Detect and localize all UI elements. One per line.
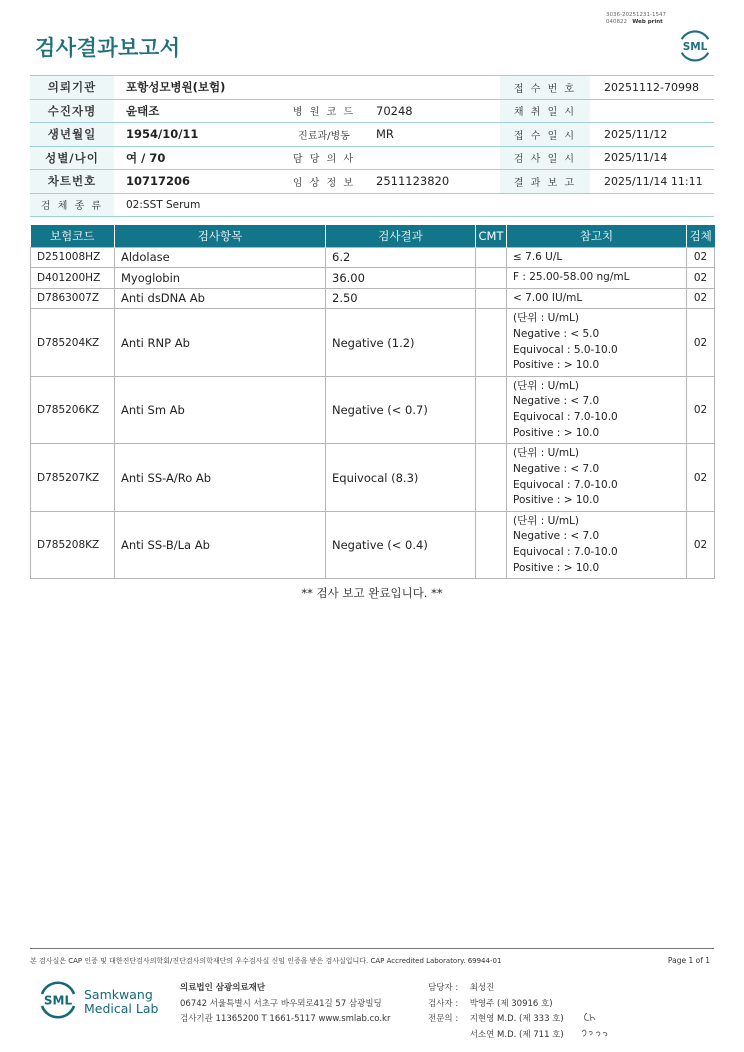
test-result: Negative (< 0.7) <box>326 376 476 444</box>
test-result: 2.50 <box>326 288 476 309</box>
cmt-cell <box>476 268 507 289</box>
birth-label: 생년월일 <box>30 123 114 147</box>
ref-line: (단위 : U/mL) <box>513 514 579 527</box>
table-row <box>31 268 715 289</box>
logo-text: SML <box>43 993 73 1008</box>
ref-line: Equivocal : 5.0-10.0 <box>513 343 618 356</box>
staff-row <box>428 1012 564 1028</box>
insurance-code: D785204KZ <box>31 309 115 377</box>
ref-line: Equivocal : 7.0-10.0 <box>513 546 618 559</box>
table-row <box>31 288 715 309</box>
staff-label: 검사자 : <box>428 998 459 1009</box>
doc-id-line1: 3036-20251231-1547 <box>606 12 666 18</box>
test-item: Anti RNP Ab <box>115 309 326 377</box>
header-result: 검사결과 <box>326 225 476 247</box>
ref-line: Equivocal : 7.0-10.0 <box>513 478 618 491</box>
staff-label: 담당자 : <box>428 983 459 993</box>
staff-row <box>428 981 564 997</box>
reference-range <box>507 511 687 579</box>
staff-row <box>428 997 564 1013</box>
staff-label: 전문의 : <box>428 1014 459 1024</box>
test-date-label: 검 사 일 시 <box>500 146 590 170</box>
header-item: 검사항목 <box>115 225 326 247</box>
patient-row <box>30 193 714 217</box>
receipt-date-value: 2025/11/12 <box>590 123 714 147</box>
org-name: 의료법인 삼광의료재단 <box>180 983 266 993</box>
test-item: Aldolase <box>115 247 326 268</box>
ref-line: (단위 : U/mL) <box>513 312 579 325</box>
patient-row <box>30 123 714 147</box>
brand-line1: Samkwang <box>84 987 153 1002</box>
sex-age-label: 성별/나이 <box>30 146 114 170</box>
cmt-cell <box>476 444 507 512</box>
header-reference: 참고치 <box>507 225 687 247</box>
ref-line: Negative : < 7.0 <box>513 395 600 408</box>
header-specimen: 검체 <box>687 225 715 247</box>
insurance-code: D785208KZ <box>31 511 115 579</box>
patient-info-table <box>30 75 714 217</box>
staff-value: 서소연 M.D. (제 711 호) <box>469 1029 564 1040</box>
signature-icon <box>578 1010 612 1042</box>
results-table <box>30 225 715 579</box>
ref-line: Positive : > 10.0 <box>513 494 600 507</box>
patient-row <box>30 146 714 170</box>
ref-line: Negative : < 7.0 <box>513 462 600 475</box>
specimen-code: 02 <box>687 511 715 579</box>
document-id <box>606 12 666 25</box>
collect-date-value <box>590 99 714 123</box>
ref-line: (단위 : U/mL) <box>513 447 579 460</box>
certification-text: 본 검사실은 CAP 인증 및 대한진단검사의학회/진단검사의학재단의 우수검사실 신임 인증을 받은 검사실입니다. CAP Accredited Laboratory. 69944-01 <box>30 957 502 965</box>
table-row <box>31 444 715 512</box>
requester-value: 포항성모병원(보험) <box>114 76 500 100</box>
patient-row <box>30 99 714 123</box>
test-date-value: 2025/11/14 <box>590 146 714 170</box>
doctor-value <box>364 146 500 170</box>
completion-note: ** 검사 보고 완료입니다. ** <box>301 586 443 600</box>
specimen-code: 02 <box>687 376 715 444</box>
cmt-cell <box>476 511 507 579</box>
specimen-code: 02 <box>687 247 715 268</box>
specimen-code: 02 <box>687 444 715 512</box>
page-number: Page 1 of 1 <box>667 956 710 965</box>
header-cmt: CMT <box>476 225 507 247</box>
ref-line: Negative : < 7.0 <box>513 530 600 543</box>
test-item: Anti SS-B/La Ab <box>115 511 326 579</box>
table-row <box>31 309 715 377</box>
footer-divider <box>30 948 714 949</box>
patient-row <box>30 76 714 100</box>
dept-label: 진료과/병동 <box>284 123 364 147</box>
reference-range <box>507 444 687 512</box>
org-address: 06742 서울특별시 서초구 바우뫼로41길 57 삼광빌딩 <box>180 998 382 1009</box>
reference-range: < 7.00 IU/mL <box>507 288 687 309</box>
ref-line: Positive : > 10.0 <box>513 359 600 372</box>
patient-row <box>30 170 714 194</box>
ref-line: (단위 : U/mL) <box>513 379 579 392</box>
specimen-code: 02 <box>687 268 715 289</box>
receipt-no-value: 20251112-70998 <box>590 76 714 100</box>
specimen-code: 02 <box>687 309 715 377</box>
test-result: 36.00 <box>326 268 476 289</box>
test-result: Equivocal (8.3) <box>326 444 476 512</box>
cmt-cell <box>476 376 507 444</box>
samkwang-logo-icon <box>36 978 80 1022</box>
birth-value: 1954/10/11 <box>114 123 284 147</box>
results-header-row <box>31 225 715 247</box>
table-row <box>31 511 715 579</box>
organization-info <box>180 981 390 1028</box>
brand-name <box>84 988 158 1016</box>
page-title: 검사결과보고서 <box>35 36 181 60</box>
insurance-code: D401200HZ <box>31 268 115 289</box>
receipt-no-label: 접 수 번 호 <box>500 76 590 100</box>
cmt-cell <box>476 309 507 377</box>
staff-row <box>428 1028 564 1044</box>
ref-line: Negative : < 5.0 <box>513 327 600 340</box>
staff-value: 지현영 M.D. (제 333 호) <box>469 1014 564 1024</box>
test-item: Anti Sm Ab <box>115 376 326 444</box>
insurance-code: D7863007Z <box>31 288 115 309</box>
doctor-label: 담 당 의 사 <box>284 146 364 170</box>
insurance-code: D785207KZ <box>31 444 115 512</box>
test-item: Anti dsDNA Ab <box>115 288 326 309</box>
insurance-code: D785206KZ <box>31 376 115 444</box>
report-date-value: 2025/11/14 11:11 <box>590 170 714 194</box>
org-contact: 검사기관 11365200 T 1661-5117 www.smlab.co.kr <box>180 1014 391 1024</box>
ref-line: Positive : > 10.0 <box>513 561 600 574</box>
specimen-value: 02:SST Serum <box>114 193 714 217</box>
staff-value: 박영주 (제 30916 호) <box>469 998 553 1009</box>
chart-no-label: 차트번호 <box>30 170 114 194</box>
ref-line: Positive : > 10.0 <box>513 426 600 439</box>
brand-line2: Medical Lab <box>84 1001 159 1016</box>
test-result: Negative (1.2) <box>326 309 476 377</box>
web-print-label: Web print <box>632 18 663 25</box>
logo-text: SML <box>682 41 708 54</box>
report-date-label: 결 과 보 고 <box>500 170 590 194</box>
staff-info <box>428 981 564 1043</box>
sex-age-value: 여 / 70 <box>114 146 284 170</box>
reference-range <box>507 309 687 377</box>
cmt-cell <box>476 288 507 309</box>
specimen-label: 검 체 종 류 <box>30 193 114 217</box>
name-value: 윤태조 <box>114 99 284 123</box>
test-item: Myoglobin <box>115 268 326 289</box>
hospital-code-label: 병 원 코 드 <box>284 99 364 123</box>
test-result: 6.2 <box>326 247 476 268</box>
chart-no-value: 10717206 <box>114 170 284 194</box>
doc-id-line2: 040822 <box>606 18 628 25</box>
sml-logo-icon <box>676 26 714 64</box>
table-row <box>31 247 715 268</box>
test-result: Negative (< 0.4) <box>326 511 476 579</box>
insurance-code: D251008HZ <box>31 247 115 268</box>
clinical-label: 임 상 정 보 <box>284 170 364 194</box>
name-label: 수진자명 <box>30 99 114 123</box>
reference-range: ≤ 7.6 U/L <box>507 247 687 268</box>
reference-range <box>507 376 687 444</box>
specimen-code: 02 <box>687 288 715 309</box>
staff-value: 최성진 <box>469 983 495 993</box>
test-item: Anti SS-A/Ro Ab <box>115 444 326 512</box>
table-row <box>31 376 715 444</box>
collect-date-label: 채 취 일 시 <box>500 99 590 123</box>
cmt-cell <box>476 247 507 268</box>
hospital-code-value: 70248 <box>364 99 500 123</box>
dept-value: MR <box>364 123 500 147</box>
requester-label: 의뢰기관 <box>30 76 114 100</box>
reference-range: F : 25.00-58.00 ng/mL <box>507 268 687 289</box>
clinical-value: 2511123820 <box>364 170 500 194</box>
ref-line: Equivocal : 7.0-10.0 <box>513 411 618 424</box>
header-code: 보험코드 <box>31 225 115 247</box>
receipt-date-label: 접 수 일 시 <box>500 123 590 147</box>
